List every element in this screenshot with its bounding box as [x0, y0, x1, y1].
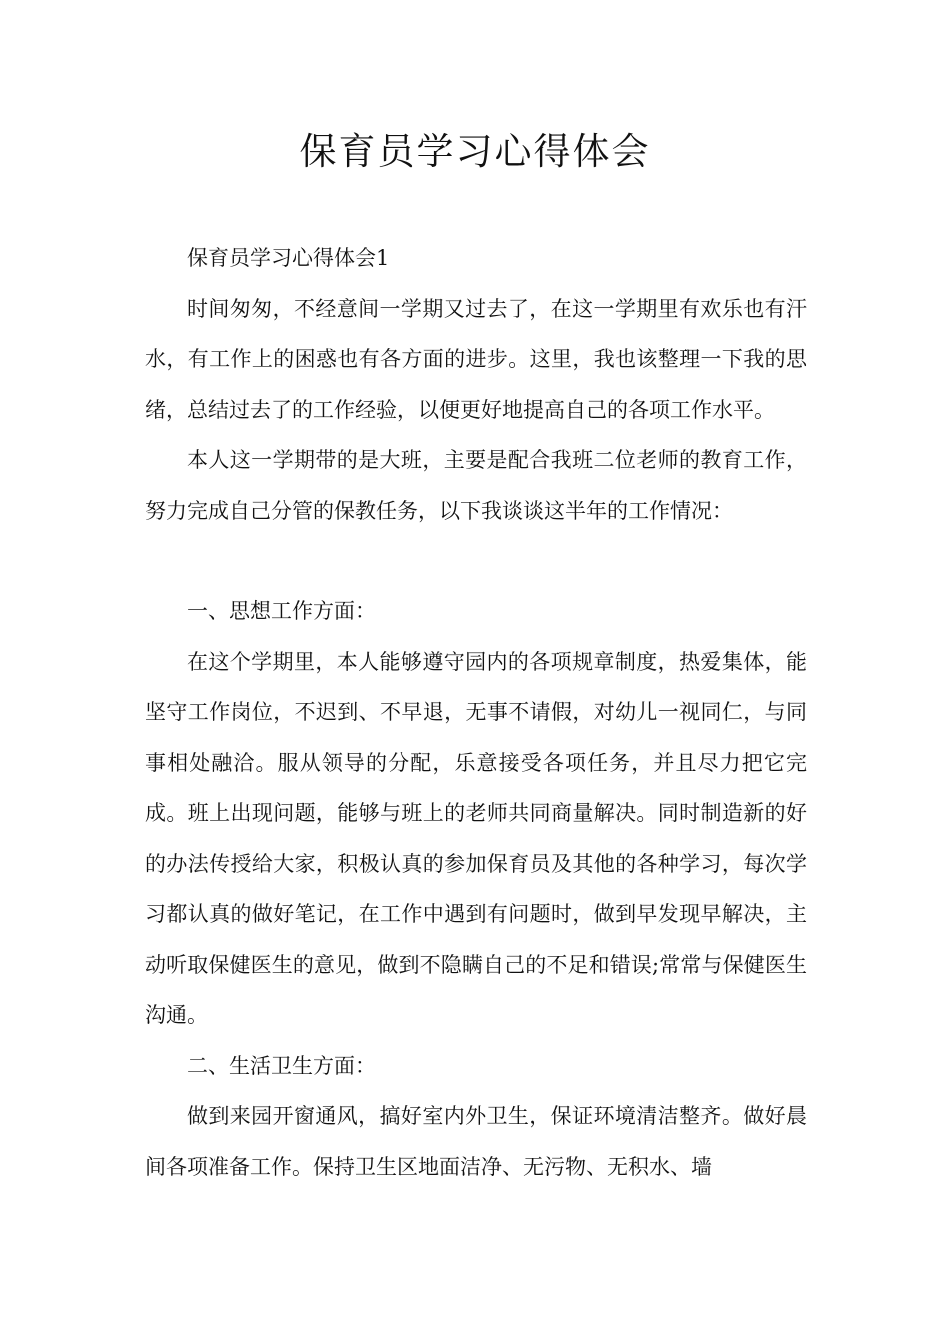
paragraph-1: 时间匆匆，不经意间一学期又过去了，在这一学期里有欢乐也有汗水，有工作上的困惑也有各方面的进步。这里，我也该整理一下我的思绪，总结过去了的工作经验，以便更好地提高自己的各项工作水平。 [145, 296, 807, 422]
section-2-heading: 二、生活卫生方面： [187, 1053, 376, 1078]
section-2-paragraph: 做到来园开窗通风，搞好室内外卫生，保证环境清洁整齐。做好晨间各项准备工作。保持卫生区地面洁净、无污物、无积水、墙 [145, 1104, 807, 1179]
document-title: 保育员学习心得体会 [299, 130, 651, 173]
document-body [145, 233, 807, 1192]
section-subtitle: 保育员学习心得体会1 [187, 246, 390, 270]
blank-line [145, 536, 807, 586]
section-1-paragraph: 在这个学期里，本人能够遵守园内的各项规章制度，热爱集体，能坚守工作岗位，不迟到、不早退，无事不请假，对幼儿一视同仁，与同事相处融洽。服从领导的分配，乐意接受各项任务，并且尽力把它完成。班上出现问题，能够与班上的老师共同商量解决。同时制造新的好的办法传授给大家，积极认真的参加保育员及其他的各种学习，每次学习都认真的做好笔记，在工作中遇到有问题时，做到早发现早解决，主动听取保健医生的意见，做到不隐瞒自己的不足和错误;常常与保健医生沟通。 [145, 649, 807, 1027]
section-1-heading: 一、思想工作方面： [187, 599, 376, 623]
paragraph-2: 本人这一学期带的是大班，主要是配合我班二位老师的教育工作，努力完成自己分管的保教任务，以下我谈谈这半年的工作情况： [145, 448, 807, 523]
